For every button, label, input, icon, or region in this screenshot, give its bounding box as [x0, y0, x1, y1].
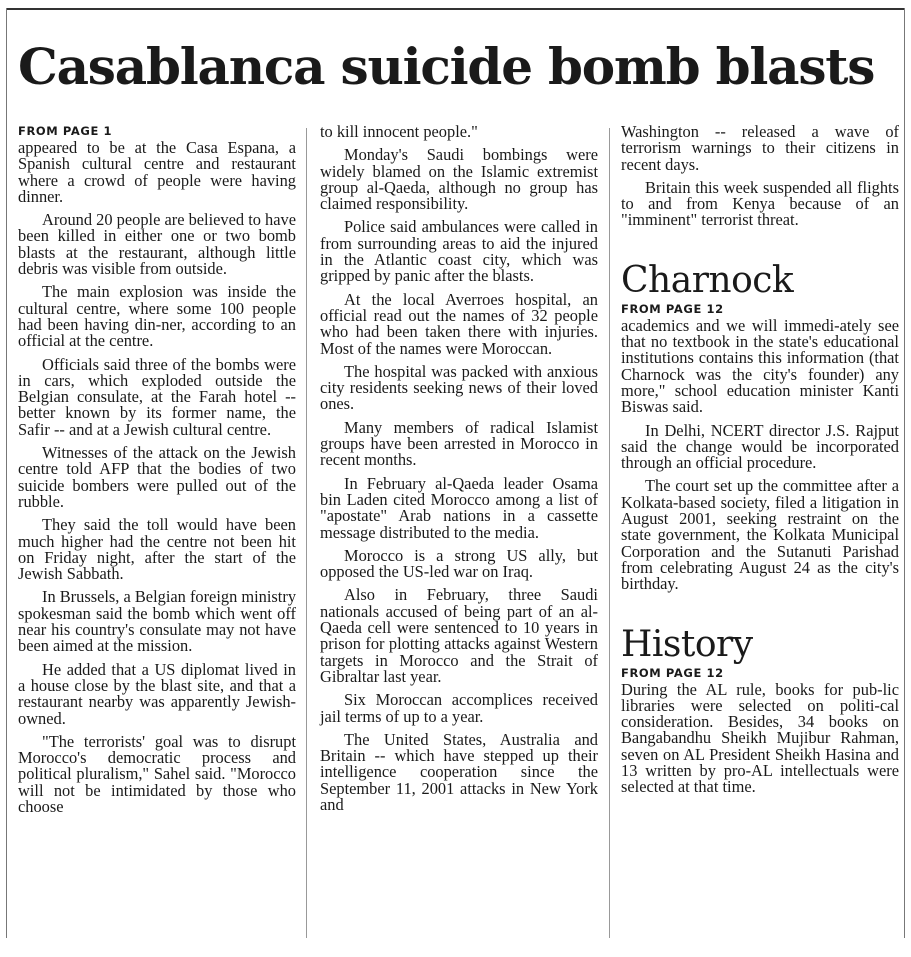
- paragraph: The court set up the committee after a Kolkata-based society, filed a litigation in August 2001, seeking restraint on the state government, the Kolkata Municipal Corporation and the Sutanuti Parishad from celebrating August 24 as the city's birthday.: [621, 476, 899, 594]
- paragraph: In Brussels, a Belgian foreign ministry spokesman said the bomb which went off near his country's consulate may not have been aimed at the mission.: [18, 587, 297, 656]
- history-from-label: FROM PAGE 12: [621, 665, 724, 680]
- paragraph: In Delhi, NCERT director J.S. Rajput said the change would be incorporated through an official procedure.: [621, 420, 899, 473]
- charnock-from-label: FROM PAGE 12: [621, 301, 724, 316]
- paragraph: Monday's Saudi bombings were widely blamed on the Islamic extremist group al-Qaeda, although no group has claimed responsibility.: [320, 145, 598, 214]
- section-gap: [621, 236, 899, 262]
- paragraph: Witnesses of the attack on the Jewish centre told AFP that the bodies of two suicide bombers were pulled out of the rubble.: [18, 443, 296, 511]
- headline: Casablanca suicide bomb blasts: [18, 37, 875, 96]
- paragraph: Six Moroccan accomplices received jail terms of up to a year.: [320, 690, 598, 726]
- paragraph: academics and we will immedi-ately see that no textbook in the state's educational institutions contains this information (that Charnock was the city's founder) any more," school education minister Kanti Biswas said.: [621, 315, 899, 417]
- paragraph: During the AL rule, books for pub-lic libraries were selected on politi-cal consideration. Besides, 34 books on Bangabandhu Sheikh Mujibur Rahman, seven on AL President Sheikh Hasina and 13 written by pro-AL intellectuals were selected at that time.: [621, 679, 899, 797]
- paragraph: Officials said three of the bombs were in cars, which exploded outside the Belgian consulate, at the Farah hotel -- better known by its former name, the Safir -- and at a Jewish cultural centre.: [18, 354, 296, 439]
- paragraph: Many members of radical Islamist groups have been arrested in Morocco in recent months.: [320, 417, 598, 470]
- history-heading: History: [621, 623, 753, 665]
- paragraph: The main explosion was inside the cultural centre, where some 100 people had been having din-ner, according to an official at the centre.: [18, 282, 296, 351]
- column-3: [621, 124, 899, 803]
- paragraph: At the local Averroes hospital, an official read out the names of 32 people who had been taken there with injuries. Most of the names were Moroccan.: [320, 289, 598, 358]
- left-border: [6, 8, 7, 938]
- column-rule-1: [306, 128, 307, 938]
- column-2: [320, 124, 598, 820]
- paragraph: to kill innocent people.": [320, 122, 478, 141]
- paragraph: Washington -- released a wave of terrorism warnings to their citizens in recent days.: [621, 122, 899, 174]
- paragraph: appeared to be at the Casa Espana, a Spanish cultural centre and restaurant where a crowd of people were having dinner.: [18, 138, 296, 206]
- charnock-heading: Charnock: [621, 259, 794, 301]
- paragraph: The hospital was packed with anxious city residents seeking news of their loved ones.: [320, 361, 598, 414]
- column-rule-2: [609, 128, 610, 938]
- paragraph: The United States, Australia and Britain -- which have stepped up their intelligence cooperation since the September 11, 2001 attacks in New York and: [320, 729, 598, 814]
- from-page-label: FROM PAGE 1: [18, 124, 113, 138]
- column-1: [18, 124, 296, 822]
- paragraph: In February al-Qaeda leader Osama bin Laden cited Morocco among a list of "apostate" Arab nations in a cassette message distributed to the media.: [320, 473, 598, 542]
- paragraph: Around 20 people are believed to have been killed in either one or two bomb blasts at the restaurant, although little debris was visible from outside.: [18, 210, 296, 279]
- top-rule: [6, 8, 905, 10]
- paragraph: He added that a US diplomat lived in a house close by the blast site, and that a restaurant nearby was apparently Jewish-owned.: [18, 659, 296, 728]
- paragraph: Morocco is a strong US ally, but opposed the US-led war on Iraq.: [320, 545, 598, 582]
- paragraph: "The terrorists' goal was to disrupt Morocco's democratic process and political pluralism," Sahel said. "Morocco will not be intimidated by those who choose: [18, 731, 296, 816]
- paragraph: Britain this week suspended all flights to and from Kenya because of an "imminent" terrorist threat.: [621, 177, 899, 230]
- section-gap: [621, 600, 899, 626]
- paragraph: They said the toll would have been much higher had the centre not been hit on Friday night, after the start of the Jewish Sabbath.: [18, 515, 296, 584]
- right-border: [904, 8, 905, 938]
- paragraph: Police said ambulances were called in from surrounding areas to aid the injured in the Atlantic coast city, which was gripped by panic after the blasts.: [320, 217, 598, 286]
- paragraph: Also in February, three Saudi nationals accused of being part of an al-Qaeda cell were sentenced to 10 years in prison for plotting attacks against Western targets in Morocco and the Strait of Gibraltar last year.: [320, 585, 598, 686]
